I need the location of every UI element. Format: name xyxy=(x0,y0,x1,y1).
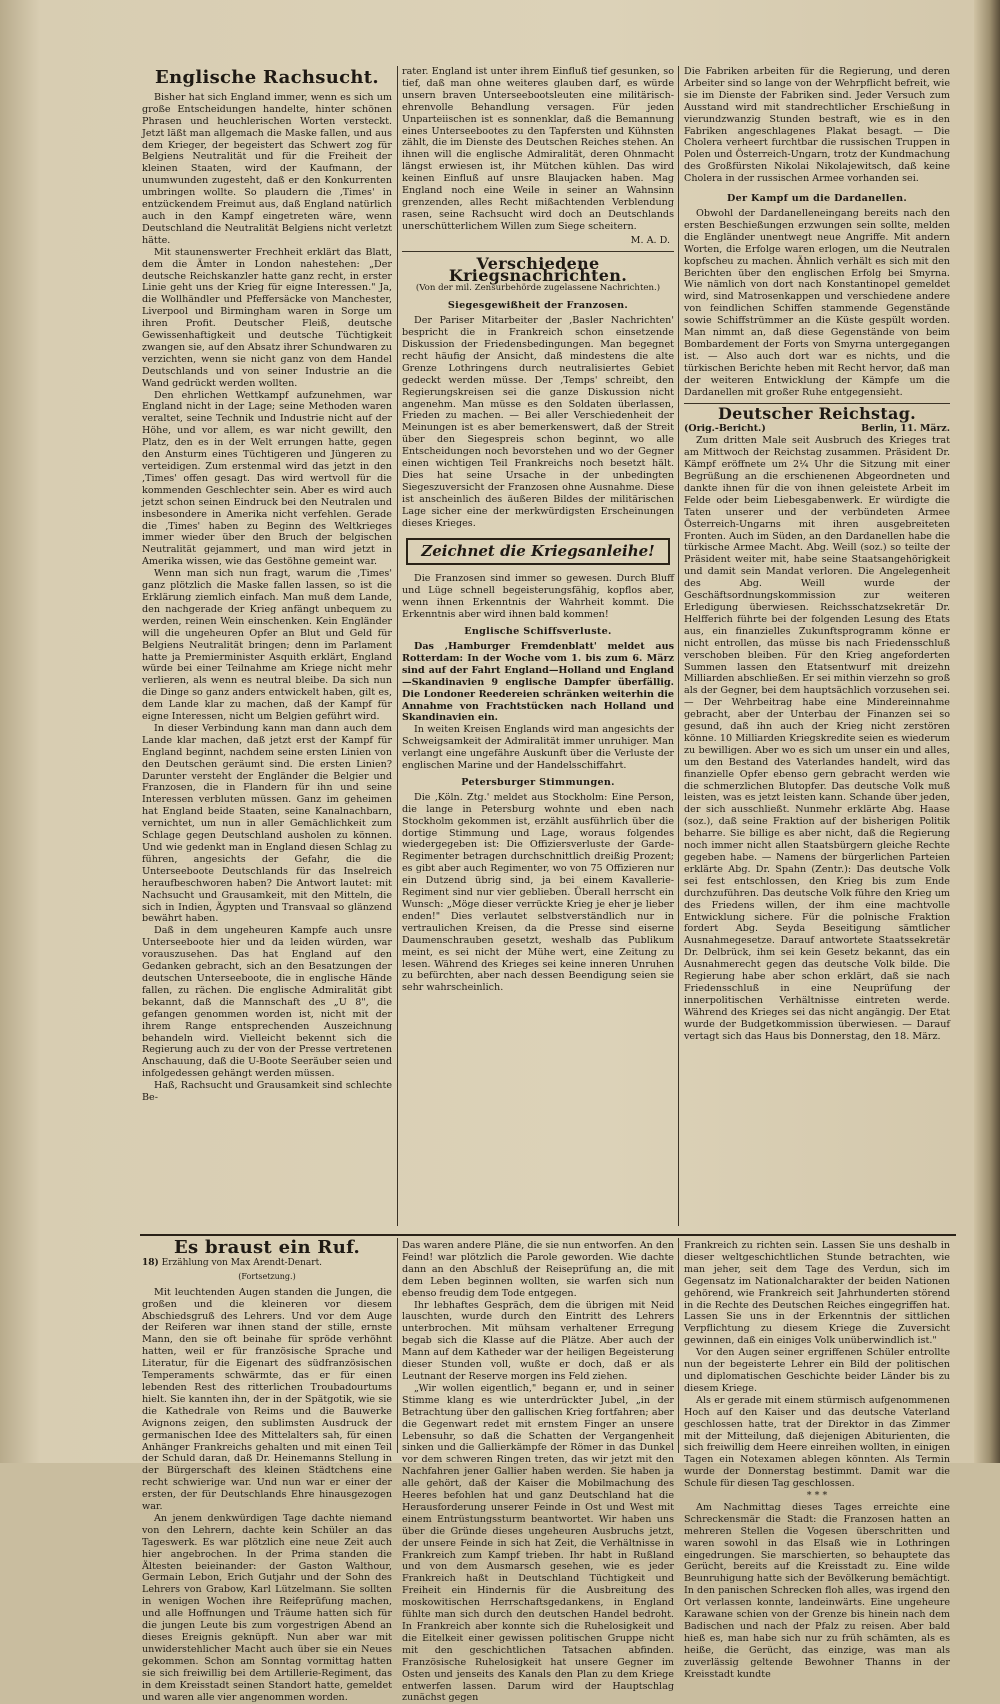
section-heading: Petersburger Stimmungen. xyxy=(461,776,615,788)
paragraph: Bisher hat sich England immer, wenn es sich um große Entscheidungen handelte, hinter schönen Phrasen und heuchlerischen Worten versteckt. Jetzt läßt man allgemach die Maske fallen, und aus dem Krieger, der begeistert das Schwert zog für Belgiens Neutralität und für die Freiheit der kleinen Staaten, wird der Kaufmann, der unumwunden zugesteht, daß er den Konkurrenten umbringen wollte. So plaudern die ‚Times' in entzückendem Freimut aus, daß England natürlich auch in den Kampf eingetreten wäre, wenn Deutschland die Neutralität Belgiens nicht verletzt hätte. xyxy=(142,91,392,246)
serial-byline: Erzählung von Max Arendt-Denart. xyxy=(161,1257,323,1268)
paragraph: Das ‚Hamburger Fremdenblatt' meldet aus Rotterdam: In der Woche vom 1. bis zum 6. März sind auf der Fahrt England—Holland und England—Skandinavien 9 englische Dampfer überfällig. Die Londoner Reedereien schränken weiterhin die Annahme von Frachtstücken nach Holland und Skandinavien ein. xyxy=(402,640,674,724)
paragraph: An jenem denkwürdigen Tage dachte niemand von den Lehrern, dachte kein Schüler an das Tageswerk. Es war plötzlich eine neue Zeit auch hier angebrochen. In der Prima standen die Ältesten beieinander: der Gaston Walthour, Germain Lebon, Erich Gutjahr und der Sohn des Lehrers von Grabow, Karl Lützelmann. Sie sollten in wenigen Wochen ihre Reifeprüfung machen, und alle Hoffnungen und Träume hatten sich für die jungen Leute bis zum vorgestrigen Abend an dieses Ereignis geknüpft. Nun aber war mit unwiderstehlicher Macht auch über sie ein Neues gekommen. Schon am Sonntag vormittag hatten sie sich freiwillig bei dem Artillerie-Regiment, das in dem Kreisstadt seinen Standort hatte, gemeldet und waren alle vier angenommen worden. xyxy=(142,1512,392,1703)
serial-column-2 xyxy=(402,1240,674,1704)
paragraph: Die ‚Köln. Ztg.' meldet aus Stockholm: Eine Person, die lange in Petersburg wohnte und eben nach Stockholm gekommen ist, erzählt ausführlich über die dortige Stimmung und Lage, woraus folgendes wiedergegeben ist: Die Offiziersverluste der Garde-Regimenter betragen durchschnittlich dreißig Prozent; es gibt aber auch Regimenter, wo von 75 Offizieren nur ein Dutzend übrig sind, ja bei einem Kavallerie-Regiment sind nur vier geblieben. Überall herrscht ein Wunsch: „Möge dieser verrückte Krieg je eher je lieber enden!" Dies verlautet selbstverständlich nur in vertraulichen Kreisen, da die Presse sind eiserne Daumenschrauben gesetzt, weshalb das Publikum meint, es sei nicht der Mühe wert, eine Zeitung zu lesen. Während des Krieges sei keine inneren Unruhen zu befürchten, aber nach dessen Beendigung seien sie sehr wahrscheinlich. xyxy=(402,791,674,994)
serial-title: Es braust ein Ruf. xyxy=(173,1237,361,1258)
signature: M. A. D. xyxy=(630,234,670,246)
paragraph: In weiten Kreisen Englands wird man angesichts der Schweigsamkeit der Admiralität immer unruhiger. Man verlangt eine ungefähre Auskunft über die Verluste der englischen Marine und der Handelsschiffahrt. xyxy=(402,724,674,772)
paragraph: Vor den Augen seiner ergriffenen Schüler entrollte nun der begeisterte Lehrer ein Bild der politischen und diplomatischen Geschichte beider Länder bis zu diesem Kriege. xyxy=(684,1347,950,1394)
paragraph: Am Nachmittag dieses Tages erreichte eine Schreckensmär die Stadt: die Franzosen hatten an mehreren Stellen die Vogesen überschritten und waren sowohl in das Elsaß wie in Lothringen eingedrungen. Sie marschierten, so behauptete das Gerücht, bereits auf die Kreisstadt zu. Eine wilde Beunruhigung hatte sich der Bevölkerung bemächtigt. In den panischen Schrecken floh alles, was irgend den Ort verlassen konnte, landeinwärts. Eine ungeheure Karawane schien von der Grenze bis hinein nach dem Badischen und nach der Pfalz zu reisen. Aber bald hieß es, man habe sich nur zu früh schämten, als es heiße, die Gerücht, das einzige, was man als zuverlässig geltende Bewohner Thanns in der Kreisstadt kundte xyxy=(684,1501,950,1680)
column-englische-rachsucht xyxy=(142,68,392,1198)
war-bond-advert: Zeichnet die Kriegsanleihe! xyxy=(406,538,670,566)
page-edge xyxy=(974,0,1000,1463)
paragraph: Das waren andere Pläne, die sie nun entworfen. An den Feind! war plötzlich die Parole geworden. Wie dachte dann an den Abschluß der Reiseprüfung an, die mit dem Leben beginnen wollten, sie warfen sich nun ebenso freudig dem Tode entgegen. xyxy=(402,1240,674,1299)
paragraph: Haß, Rachsucht und Grausamkeit sind schlechte Be- xyxy=(142,1080,392,1104)
serial-column-3 xyxy=(684,1240,950,1680)
article-title: Deutscher Reichstag. xyxy=(717,404,917,424)
section-heading: Der Kampf um die Dardanellen. xyxy=(727,193,907,205)
paragraph: Mit staunenswerter Frechheit erklärt das Blatt, dem die Ämter in London nahestehen: „Der deutsche Reichskanzler hatte ganz recht, in erster Linie geht uns der Krieg für eigne Interessen." Ja, die Wollhändler und Pfeffersäcke von Manchester, Liverpool und Birmingham waren in Sorge um ihren Profit. Deutscher Fleiß, deutsche Gewissenhaftigkeit und deutsche Tüchtigkeit zwangen sie, auf den Absatz ihrer Schundwaren zu verzichten, wenn sie nicht ganz von dem Handel Deutschlands und von seiner Industrie an die Wand gedrückt werden wollten. xyxy=(142,246,392,389)
paragraph: Die Franzosen sind immer so gewesen. Durch Bluff und Lüge schnell begeisterungsfähig, kopflos aber, wenn ihnen Erkenntnis der Wahrheit kommt. Die Erkenntnis aber wird ihnen bald kommen! xyxy=(402,573,674,621)
paragraph: Den ehrlichen Wettkampf aufzunehmen, war England nicht in der Lage; seine Methoden waren veraltet, seine Technik und Industrie nicht auf der Höhe, und vor allem, es war nicht gewillt, den Platz, den es in der Welt errungen hatte, gegen den Ansturm eines Tüchtigeren und Jüngeren zu verteidigen. Zum erstenmal wird das jetzt in den ‚Times' offen gesagt. Das wird wertvoll für die kommenden Geschlechter sein. Aber es wird auch jetzt schon seinen Eindruck bei den Neutralen und insbesondere in Amerika nicht verfehlen. Gerade die ‚Times' haben zu Beginn des Weltkrieges immer wieder über den Bruch der belgischen Neutralität gejammert, und man wird jetzt in Amerika wissen, wie das Gestöhne gemeint war. xyxy=(142,389,392,568)
continuation-note: (Fortsetzung.) xyxy=(238,1271,296,1281)
paragraph: In dieser Verbindung kann man dann auch dem Lande klar machen, daß jetzt erst der Kampf für England beginnt, nachdem seine ersten Linien von den Deutschen geräumt sind. Die ersten Linien? Darunter versteht der Engländer die Belgier und Franzosen, die in Flandern für ihn und seine Interessen verbluten müssen. Ganz im geheimen hat England beide Staaten, seine Kanalnachbarn, vernichtet, um nun in aller Gemächlichkeit zum Schlage gegen Deutschland ausholen zu können. Und wie gedenkt man in England diesen Schlag zu führen, angesichts der Gefahr, die die Unterseeboote Deutschlands für das Inselreich heraufbeschworen haben? Die Antwort lautet: mit Nachsucht und Grausamkeit, mit den Mitteln, die sich in Indien, Ägypten und Transvaal so glänzend bewährt haben. xyxy=(142,722,392,925)
column-reichstag xyxy=(684,66,950,1226)
paragraph: Mit leuchtenden Augen standen die Jungen, die großen und die kleineren vor diesem Abschiedsgruß des Lehrers. Und vor dem Auge der Reiferen war ihnen stand der stille, ernste Mann, den sie oft beinahe für spröde verhöhnt hatten, weil er für französische Sprache und Literatur, für die Eigenart des südfranzösischen Temperaments schwärmte, das er für einen lebenden Rest des ritterlichen Troubadourtums hielt. Sie kannten ihn, der in der Spätgotik, wie sie die Kathedrale von Reims und die Bauwerke Avignons zeigen, den sublimsten Ausdruck der germanischen Idee des Mittelalters sah, für einen Anhänger Frankreichs gehalten und mit einen Teil der Schuld daran, daß Dr. Heinemanns Stellung in der Bürgerschaft des kleinen Städtchens eine recht schwierige war. Und nun war er einer der ersten, der für Deutschlands Ehre hinausgezogen war. xyxy=(142,1286,392,1513)
dateline-place: Berlin, 11. März. xyxy=(861,423,950,435)
column-rule xyxy=(678,66,679,1226)
paragraph: Zum dritten Male seit Ausbruch des Krieges trat am Mittwoch der Reichstag zusammen. Präsident Dr. Kämpf eröffnete um 2¼ Uhr die Sitzung mit einer Begrüßung an die erschienenen Abgeordneten und dankte ihnen für die von ihnen geleistete Arbeit im Felde oder beim Liebesgabenwerk. Er würdigte die Taten unserer und der verbündeten Armee Österreich-Ungarns mit ihren ausgebreiteten Fronten. Auch im Süden, an den Dardanellen habe die türkische Armee Macht. Abg. Weill (soz.) so teilte der Präsident weiter mit, habe seine Staatsangehörigkeit und damit sein Mandat verloren. Die Angelegenheit des Abg. Weill wurde der Geschäftsordnungskommission zur weiteren Erledigung überwiesen. Reichsschatzsekretär Dr. Helfferich führte bei der folgenden Lesung des Etats aus, ein finanzielles Zukunftsprogramm könne er nicht entrollen, das müsse bis nach Friedensschluß verschoben bleiben. Für den Krieg angeforderten Summen lassen den Etatsentwurf mit dreizehn Milliarden abschließen. Er sei mithin vierzehn so groß als der Gegner, bei dem hauptsächlich vorzusehen sei. — Der Wehrbeitrag habe eine Mindereinnahme gebracht, aber der Unterbau der Finanzen sei so gesund, daß ihn auch der Krieg nicht zerstören könne. 10 Milliarden Kriegskredite seien es wiederum zu bewilligen. Aber wo es sich um unser ein und alles, um den Bestand des Vaterlandes handelt, wird das finanzielle Opfer ebenso gern gebracht werden wie die schmerzlichen Blutopfer. Das deutsche Volk muß leisten, was es jetzt leisten kann. Schande über jeden, der sich ausschließt. Nunmehr erklärte Abg. Haase (soz.), daß seine Fraktion auf der bisherigen Politik beharre. Sie billige es aber nicht, daß die Regierung noch immer nicht allen Staatsbürgern gleiche Rechte gegeben habe. — Namens der bürgerlichen Parteien erklärte Abg. Dr. Spahn (Zentr.): Das deutsche Volk sei fest entschlossen, den Krieg bis zum Ende durchzuführen. Das deutsche Volk führe den Krieg um des Friedens willen, der ihm eine machtvolle Entwicklung sichere. Für die polnische Fraktion fordert Abg. Seyda Beseitigung sämtlicher Ausnahmegesetze. Darauf antwortete Staatssekretär Dr. Delbrück, ihm sei kein Gesetz bekannt, das ein Ausnahmerecht gegen das deutsche Volk bilde. Die Regierung habe aber schon erklärt, daß sie nach Friedensschluß in eine Neuprüfung der innerpolitischen Verhältnisse eintreten werde. Während des Krieges sei das nicht angängig. Der Etat wurde der Budgetkommission überwiesen. — Darauf vertagt sich das Haus bis Donnerstag, den 18. März. xyxy=(684,435,950,1042)
column-rule xyxy=(678,1238,679,1453)
section-heading: Englische Schiffsverluste. xyxy=(464,626,612,638)
article-title: Englische Rachsucht. xyxy=(155,67,379,88)
paragraph: Obwohl der Dardanelleneingang bereits nach den ersten Beschießungen erzwungen sein sollte, melden die Engländer unentwegt neue Angriffe. Mit andern Worten, die Erfolge waren erlogen, um die Neutralen kopfscheu zu machen. Ähnlich verhält es sich mit den Berichten über den englischen Erfolg bei Smyrna. Wie nämlich von dort nach Konstantinopel gemeldet wird, sind Matrosenkappen und verschiedene andere von feindlichen Schiffen stammende Gegenstände sowie Schiffstrümmer an die Küste gespült worden. Man nimmt an, daß diese Gegenstände von beim Bombardement der Forts von Smyrna untergegangen ist. — Also auch dort war es nichts, und die türkischen Berichte heben mit Recht hervor, daß man der weiteren Entwicklung der Kämpfe um die Dardanellen mit großer Ruhe entgegensieht. xyxy=(684,207,950,398)
divider xyxy=(402,251,674,252)
article-subtitle: (Von der mil. Zensurbehörde zugelassene Nachrichten.) xyxy=(415,283,661,294)
asterism: * * * xyxy=(806,1490,828,1502)
paragraph: rater. England ist unter ihrem Einfluß tief gesunken, so tief, daß man ohne weiteres glauben darf, es würde unsern braven Unterseebootsleuten eine militärisch-ehrenvolle Behandlung versagen. Für jeden Unparteiischen ist es sonnenklar, daß die Bemannung eines Unterseebootes zu den Tapfersten und Kühnsten zählt, die im Dienste des Deutschen Reiches stehen. An ihnen will die englische Admiralität, deren Ohnmacht längst erwiesen ist, ihr Mütchen kühlen. Das wird keinen Einfluß auf unsre Blaujacken haben. Mag England noch eine Weile in seiner an Wahnsinn grenzenden, alles Recht mißachtenden Verblendung rasen, seine Rachsucht wird doch an Deutschlands unerschütterlichem Willen zum Siege scheitern. xyxy=(402,66,674,232)
paragraph: Ihr lebhaftes Gespräch, dem die übrigen mit Neid lauschten, wurde durch den Eintritt des Lehrers unterbrochen. Mit mühsam verhaltener Erregung begab sich die Klasse auf die Plätze. Aber auch der Mann auf dem Katheder war der heiligen Begeisterung dieser Stunden voll, wußte er doch, daß er als Leutnant der Reserve morgen ins Feld ziehen. xyxy=(402,1299,674,1382)
column-rule xyxy=(397,66,398,1226)
serial-number: 18) xyxy=(142,1257,159,1268)
article-title: Verschiedene Kriegsnachrichten. xyxy=(448,253,628,285)
paragraph: Als er gerade mit einem stürmisch aufgenommenen Hoch auf den Kaiser und das deutsche Vaterland geschlossen hatte, trat der Direktor in das Zimmer mit der Mitteilung, daß diejenigen Abiturienten, die sich freiwillig dem Heere einreihen wollten, in einigen Tagen ein Notexamen ablegen könnten. Als Termin wurde der Donnerstag bestimmt. Damit war die Schule für diesen Tag geschlossen. xyxy=(684,1394,950,1490)
column-rule xyxy=(397,1238,398,1453)
section-heading: Siegesgewißheit der Franzosen. xyxy=(447,300,629,312)
paragraph: Die Fabriken arbeiten für die Regierung, und deren Arbeiter sind so lange von der Wehrpflicht befreit, wie sie im Dienste der Fabriken sind. Jeder Versuch zum Ausstand wird mit standrechtlicher Erschießung in vierundzwanzig Stunden bestraft, wie es in den Fabriken angeschlagenes Plakat besagt. — Die Cholera verheert furchtbar die russischen Truppen in Polen und Österreich-Ungarn, trotz der Kundmachung des Großfürsten Nikolai Nikolajewitsch, daß keine Cholera in der russischen Armee vorhanden sei. xyxy=(684,66,950,185)
dateline xyxy=(684,423,950,435)
paragraph: Der Pariser Mitarbeiter der ‚Basler Nachrichten' bespricht die in Frankreich schon einsetzende Diskussion der Friedensbedingungen. Man begegnet recht häufig der Ansicht, daß mindestens die alte Grenze Lothringens durch neutralisiertes Gebiet gedeckt werden müsse. Der ‚Temps' schreibt, den Regierungskreisen sei die ganze Diskussion nicht angenehm. Man müsse es den Soldaten überlassen, Frieden zu machen. — Bei aller Verschiedenheit der Meinungen ist es aber bemerkenswert, daß der Streit über den Siegespreis schon beginnt, wo alle Entscheidungen noch bevorstehen und wo der Gegner einen wichtigen Teil Frankreichs noch besetzt hält. Dies hat seine Ursache in der unbedingten Siegeszuversicht der Franzosen ohne Ausnahme. Diese ist anscheinlich des äußeren Bildes der militärischen Lage sicher eine der merkwürdigsten Erscheinungen dieses Krieges. xyxy=(402,315,674,529)
serial-byline-row xyxy=(142,1258,392,1270)
dateline-source: (Orig.-Bericht.) xyxy=(684,423,766,435)
column-kriegsnachrichten xyxy=(402,66,674,1226)
paragraph: Frankreich zu richten sein. Lassen Sie uns deshalb in dieser weltgeschichtlichen Stunde betrachten, wie man jeher, seit dem Tage des Verdun, sich im Gegensatz im Nationalcharakter der beiden Nationen gehörend, wie Frankreich seit Jahrhunderten störend in die Rechte des Deutschen Reiches eingegriffen hat. Lassen Sie uns in der Erkenntnis der sittlichen Verpflichtung zu diesem Kriege die Zuversicht gewinnen, daß ein einiges Volk unüberwindlich ist." xyxy=(684,1240,950,1347)
serial-column-1 xyxy=(142,1237,392,1703)
paragraph: „Wir wollen eigentlich," begann er, und in seiner Stimme klang es wie unterdrückter Jubel, „in der Betrachtung über den gallischen Krieg fortfahren; aber die Gegenwart redet mit ernstem Finger an unsere Lebensuhr, so daß die Schatten der Vergangenheit sinken und die Gallierkämpfe der Römer in das Dunkel vor dem schweren Ringen treten, das wir jetzt mit den Nachfahren jener Gallier haben werden. Sie haben ja alle gehört, daß der Kaiser die Mobilmachung des Heeres befohlen hat und ganz Deutschland hat die Herausforderung unserer Feinde in Ost und West mit einem Entrüstungssturm beantwortet. Wir haben uns über die Gründe dieses ungeheuren Ausbruchs jetzt, der unsere Feinde in sich hat Zeit, die Verhältnisse in Frankreich zum Kampf trieben. Ihr habt in Rußland und von dem Ausmarsch gesehen, wie es jeder Frankreich haßt in Deutschland Tüchtigkeit und Freiheit ein Hindernis für die Ausbreitung des moskowitischen Herrschaftsgedankens, in England fühlte man sich durch den deutschen Handel bedroht. In Frankreich aber konnte sich die Ruhelosigkeit und die Eitelkeit einer gewissen politischen Gruppe nicht mit den geschichtlichen Tatsachen abfinden. Französische Ruhelosigkeit hat unsere Gegner im Osten und jenseits des Kanals den Plan zu dem Kriege entwerfen lassen. Darum wird der Hauptschlag zunächst gegen xyxy=(402,1382,674,1704)
section-separator xyxy=(140,1234,956,1236)
paragraph: Wenn man sich nun fragt, warum die ‚Times' ganz plötzlich die Maske fallen lassen, so ist die Erklärung ziemlich einfach. Man muß dem Lande, den nachgerade der Krieg anfängt unbequem zu werden, reinen Wein einschenken. Kein Engländer will die ungeheuren Opfer an Blut und Geld für Belgiens Neutralität bringen; denn im Parlament hatte ja Premierminister Asquith erklärt, England würde bei einer Teilnahme am Kriege nicht mehr verlieren, als wenn es neutral bleibe. Da sich nun die Dinge so ganz anders entwickelt haben, gilt es, dem Lande klar zu machen, daß der Kampf für eigne Interessen, nicht um Belgien geführt wird. xyxy=(142,568,392,723)
paragraph: Daß in dem ungeheuren Kampfe auch unsre Unterseeboote hier und da leiden würden, war vorauszusehen. Das hat England auf den Gedanken gebracht, sich an den Besatzungen der deutschen Unterseeboote, die in englische Hände fallen, zu rächen. Die englische Admiralität gibt bekannt, daß die Mannschaft des „U 8", die gefangen genommen worden ist, nicht mit der ihrem Range entsprechenden Auszeichnung behandeln wird. Vielleicht bekennt sich die Regierung auch zu der von der Presse vertretenen Anschauung, daß die U-Boote Seeräuber seien und infolgedessen gehängt werden müssen. xyxy=(142,925,392,1080)
